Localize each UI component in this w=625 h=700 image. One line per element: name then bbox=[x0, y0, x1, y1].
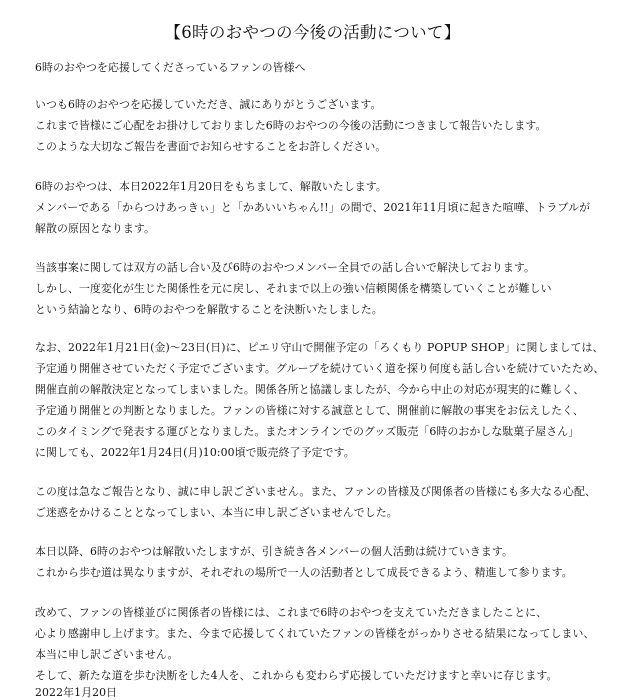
paragraph-6-line-2: これから歩む道は異なりますが、それぞれの場所で一人の活動者として成長できるよう、精進して参ります。 bbox=[35, 566, 573, 579]
paragraph-3-line-3: という結論となり、6時のおやつを解散することを決断いたしました。 bbox=[35, 303, 383, 316]
paragraph-4-line-5: このタイミングで発表する運びとなりました。またオンラインでのグッズ販売「6時のおかしな駄菓子屋さん」 bbox=[35, 425, 580, 438]
paragraph-1-line-1: いつも6時のおやつを応援していただき、誠にありがとうございます。 bbox=[35, 98, 382, 111]
paragraph-5-line-1: この度は急なご報告となり、誠に申し訳ございません。また、ファンの皆様及び関係者の皆様にも多大なる心配、 bbox=[35, 485, 596, 498]
paragraph-7-line-4: そして、新たな道を歩む決断をした4人を、これからも変わらず応援していただけますと幸いに存じます。 bbox=[35, 669, 558, 682]
paragraph-4-line-6: に関しても、2022年1月24日(月)10:00頃で販売終了予定です。 bbox=[35, 446, 355, 459]
paragraph-6-line-1: 本日以降、6時のおやつは解散いたしますが、引き続き各メンバーの個人活動は続けていきます。 bbox=[35, 545, 513, 558]
paragraph-1-line-2: これまで皆様にご心配をお掛けしておりました6時のおやつの今後の活動につきまして報告いたします。 bbox=[35, 119, 547, 132]
paragraph-7-line-2: 心より感謝申し上げます。また、今まで応援してくれていたファンの皆様をがっかりさせる結果になってしまい、 bbox=[35, 627, 595, 640]
paragraph-4-line-3: 開催直前の解散決定となってしまいました。関係各所と協議しましたが、今から中止の対応が現実的に難しく、 bbox=[35, 383, 585, 396]
paragraph-2-line-1: 6時のおやつは、本日2022年1月20日をもちまして、解散いたします。 bbox=[35, 180, 387, 193]
paragraph-2-line-2: メンバーである「からつけあっきぃ」と「かあいいちゃん!!」の間で、2021年11月頃に起きた喧嘩、トラブルが bbox=[35, 201, 591, 214]
document-date: 2022年1月20日 bbox=[35, 686, 118, 699]
paragraph-7-line-1: 改めて、ファンの皆様並びに関係者の皆様には、これまで6時のおやつを支えていただきましたことに、 bbox=[35, 606, 548, 619]
document-title: 【6時のおやつの今後の活動について】 bbox=[164, 23, 461, 42]
paragraph-4-line-2: 予定通り開催させていただく予定でございます。グループを続けていく道を探り何度も話し合いを続けていたため、 bbox=[35, 362, 605, 375]
salutation: 6時のおやつを応援してくださっているファンの皆様へ bbox=[35, 61, 306, 74]
paragraph-5-line-2: ご迷惑をかけることとなってしまい、本当に申し訳ございませんでした。 bbox=[35, 506, 398, 519]
paragraph-3-line-2: しかし、一度変化が生じた関係性を元に戻し、それまで以上の強い信頼関係を構築していくことが難しい bbox=[35, 282, 552, 295]
paragraph-1-line-3: このような大切なご報告を書面でお知らせすることをお許しください。 bbox=[35, 140, 387, 153]
paragraph-7-line-3: 本当に申し訳ございません。 bbox=[35, 648, 179, 661]
paragraph-2-line-3: 解散の原因となります。 bbox=[35, 222, 156, 235]
paragraph-3-line-1: 当該事案に関しては双方の話し合い及び6時のおやつメンバー全員での話し合いで解決しております。 bbox=[35, 261, 535, 274]
paragraph-4-line-1: なお、2022年1月21日(金)〜23日(日)に、ピエリ守山で開催予定の「ろくもり POPUP SHOP」に関しましては、 bbox=[35, 341, 604, 354]
paragraph-4-line-4: 予定通り開催との判断となりました。ファンの皆様に対する誠意として、開催前に解散の事実をお伝えしたく、 bbox=[35, 404, 584, 417]
